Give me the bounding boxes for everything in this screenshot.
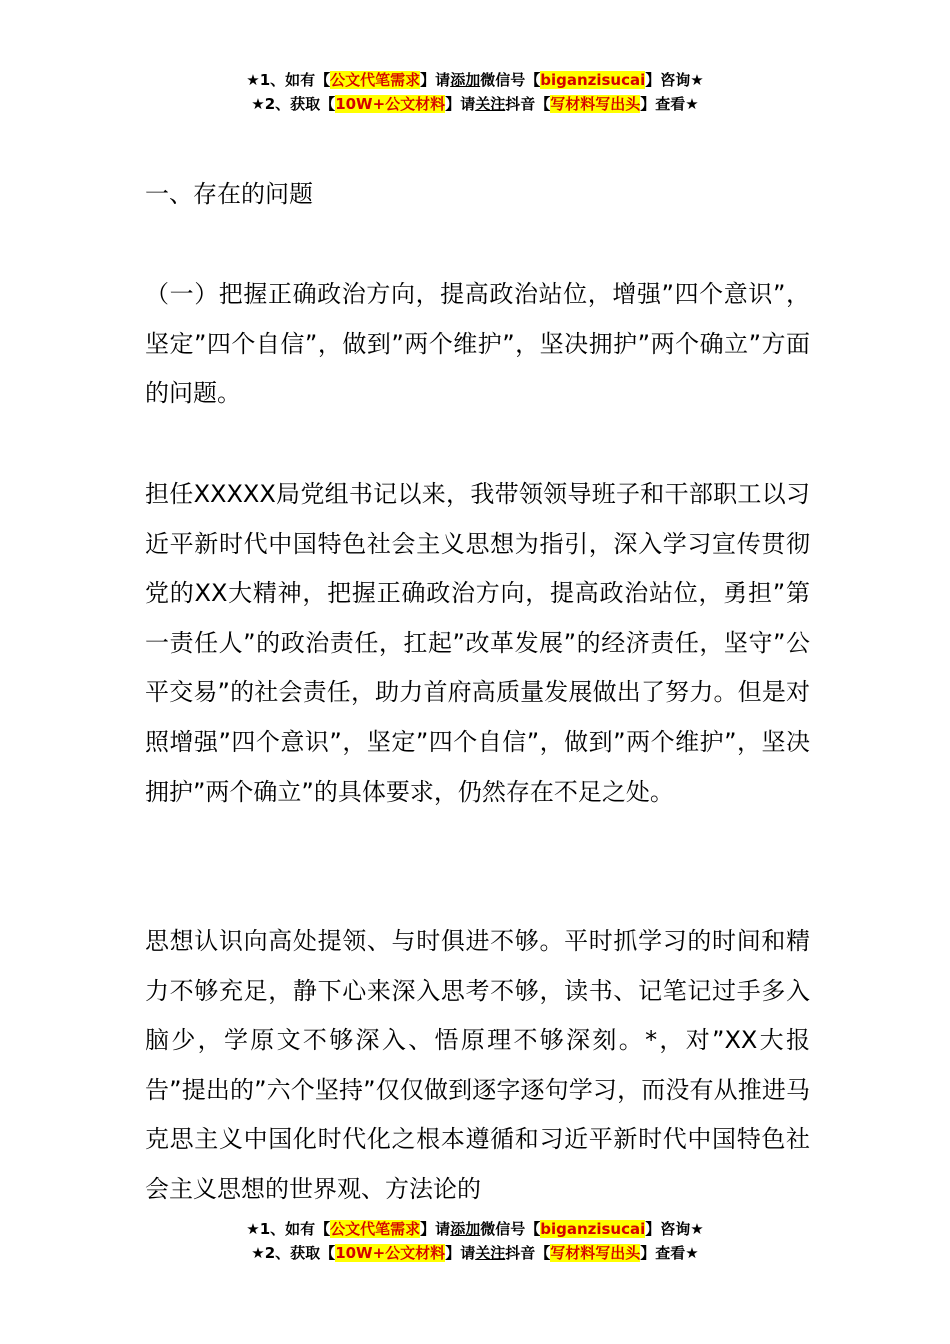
banner-highlight: 10W+公文材料 (335, 1244, 446, 1262)
banner-emphasis: 关注 (475, 95, 506, 113)
banner-highlight: 10W+公文材料 (335, 95, 446, 113)
banner-line-1 (0, 1217, 950, 1241)
banner-text: ★1、如有【 (246, 71, 331, 89)
banner-text: 微信号【 (480, 1220, 541, 1238)
banner-highlight: 写材料写出头 (550, 95, 641, 113)
banner-text: ★1、如有【 (246, 1220, 331, 1238)
section-heading: 一、存在的问题 (145, 180, 313, 208)
banner-text: 微信号【 (480, 71, 541, 89)
banner-text: 】查看★ (640, 95, 699, 113)
top-banner (0, 68, 950, 116)
banner-text: 抖音【 (505, 95, 551, 113)
banner-text: 】查看★ (640, 1244, 699, 1262)
banner-line-1 (0, 68, 950, 92)
banner-highlight: 公文代笔需求 (330, 1220, 421, 1238)
banner-text: 抖音【 (505, 1244, 551, 1262)
banner-highlight: 公文代笔需求 (330, 71, 421, 89)
banner-emphasis: 添加 (450, 1220, 481, 1238)
banner-emphasis: 添加 (450, 71, 481, 89)
banner-text: 】请 (445, 95, 476, 113)
bottom-banner (0, 1217, 950, 1265)
banner-line-2 (0, 1241, 950, 1265)
paragraph-1: （一）把握正确政治方向，提高政治站位，增强”四个意识”，坚定”四个自信”，做到”两个维护”，坚决拥护”两个确立”方面的问题。 (145, 280, 810, 408)
banner-text: 】咨询★ (645, 1220, 704, 1238)
banner-text: ★2、获取【 (251, 95, 336, 113)
banner-highlight: 写材料写出头 (550, 1244, 641, 1262)
banner-highlight: biganzisucai (540, 1220, 646, 1238)
banner-highlight: biganzisucai (540, 71, 646, 89)
paragraph-2: 担任XXXXX局党组书记以来，我带领领导班子和干部职工以习近平新时代中国特色社会主义思想为指引，深入学习宣传贯彻党的XX大精神，把握正确政治方向，提高政治站位，勇担”第一责任人”的政治责任，扛起”改革发展”的经济责任，坚守”公平交易”的社会责任，助力首府高质量发展做出了努力。但是对照增强”四个意识”，坚定”四个自信”，做到”两个维护”，坚决拥护”两个确立”的具体要求，仍然存在不足之处。 (145, 480, 810, 806)
paragraph-3: 思想认识向高处提领、与时俱进不够。平时抓学习的时间和精力不够充足，静下心来深入思考不够，读书、记笔记过手多入脑少，学原文不够深入、悟原理不够深刻。*，对”XX大报告”提出的”六个坚持”仅仅做到逐字逐句学习，而没有从推进马克思主义中国化时代化之根本遵循和习近平新时代中国特色社会主义思想的世界观、方法论的 (145, 927, 810, 1203)
banner-text: 】请 (420, 1220, 451, 1238)
banner-text: 】咨询★ (645, 71, 704, 89)
banner-text: 】请 (420, 71, 451, 89)
banner-text: ★2、获取【 (251, 1244, 336, 1262)
banner-line-2 (0, 92, 950, 116)
banner-emphasis: 关注 (475, 1244, 506, 1262)
banner-text: 】请 (445, 1244, 476, 1262)
